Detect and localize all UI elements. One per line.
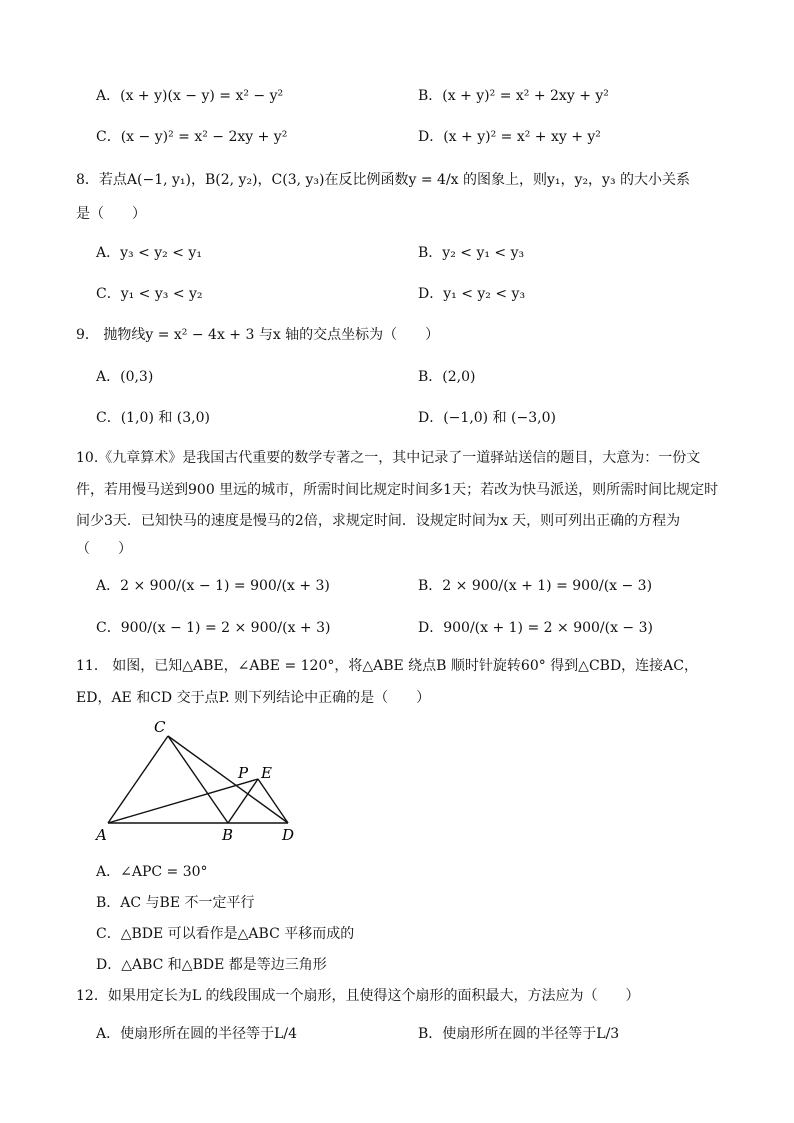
q9-option-d: D．(−1,0) 和 (−3,0) <box>418 410 556 426</box>
q8-option-a: A．y₃ < y₂ < y₁ <box>96 245 202 261</box>
q7-option-d: D．(x + y)² = x² + xy + y² <box>418 129 601 145</box>
segment-ac <box>108 736 168 823</box>
q10-option-a: A．2 × 900/(x − 1) = 900/(x + 3) <box>96 578 330 594</box>
segment-be <box>228 779 258 823</box>
segment-ae <box>108 779 258 823</box>
q11-stem-line2: ED，AE 和CD 交于点P. 则下列结论中正确的是（ ） <box>76 690 431 706</box>
label-a: A <box>96 826 107 844</box>
segment-ed <box>258 779 288 823</box>
q11-option-a: A．∠APC = 30° <box>96 864 208 880</box>
q7-option-b: B．(x + y)² = x² + 2xy + y² <box>418 88 609 104</box>
q11-stem-line1: 11． 如图，已知△ABE，∠ABE = 120°，将△ABE 绕点B 顺时针旋转60° 得到△CBD，连接AC， <box>76 658 699 674</box>
q11-option-b: B．AC 与BE 不一定平行 <box>96 895 255 911</box>
label-c: C <box>154 718 166 736</box>
q9-option-b: B．(2,0) <box>418 369 476 385</box>
q8-option-d: D．y₁ < y₂ < y₃ <box>418 286 526 302</box>
label-e: E <box>261 764 272 782</box>
q8-stem-line1: 8．若点A(−1, y₁)，B(2, y₂)，C(3, y₃)在反比例函数y = 4/x 的图象上，则y₁，y₂，y₃ 的大小关系 <box>76 172 691 188</box>
q9-option-c: C．(1,0) 和 (3,0) <box>96 410 210 426</box>
q11-option-c: C．△BDE 可以看作是△ABC 平移而成的 <box>96 926 355 942</box>
q12-option-a: A．使扇形所在圆的半径等于L/4 <box>96 1026 298 1042</box>
q10-option-c: C．900/(x − 1) = 2 × 900/(x + 3) <box>96 620 331 636</box>
q10-stem-line2: 件，若用慢马送到900 里远的城市，所需时间比规定时间多1天；若改为快马派送，则所需时间比规定时 <box>76 482 719 498</box>
q11-option-d: D．△ABC 和△BDE 都是等边三角形 <box>96 957 327 973</box>
q7-option-a: A．(x + y)(x − y) = x² − y² <box>96 88 284 104</box>
q12-option-b: B．使扇形所在圆的半径等于L/3 <box>418 1026 620 1042</box>
q8-option-c: C．y₁ < y₃ < y₂ <box>96 286 203 302</box>
q8-option-b: B．y₂ < y₁ < y₃ <box>418 245 525 261</box>
q10-option-d: D．900/(x + 1) = 2 × 900/(x − 3) <box>418 620 653 636</box>
label-p: P <box>238 764 249 782</box>
label-b: B <box>222 826 234 844</box>
label-d: D <box>282 826 295 844</box>
q9-stem: 9． 抛物线y = x² − 4x + 3 与x 轴的交点坐标为（ ） <box>76 327 440 343</box>
segment-cb <box>168 736 228 823</box>
q10-option-b: B．2 × 900/(x + 1) = 900/(x − 3) <box>418 578 653 594</box>
q10-stem-line3: 间少3天．已知快马的速度是慢马的2倍，求规定时间．设规定时间为x 天，则可列出正确的方程为 <box>76 513 681 529</box>
q7-option-c: C．(x − y)² = x² − 2xy + y² <box>96 129 288 145</box>
triangle-figure <box>92 716 312 846</box>
q10-stem-line1: 10.《九章算术》是我国古代重要的数学专著之一，其中记录了一道驿站送信的题目，大意为：一份文 <box>76 450 701 466</box>
q8-stem-line2: 是（ ） <box>76 206 146 222</box>
q10-stem-line4: （ ） <box>76 541 132 557</box>
q9-option-a: A．(0,3) <box>96 369 154 385</box>
q12-stem: 12．如果用定长为L 的线段围成一个扇形，且使得这个扇形的面积最大，方法应为（ ） <box>76 988 640 1004</box>
